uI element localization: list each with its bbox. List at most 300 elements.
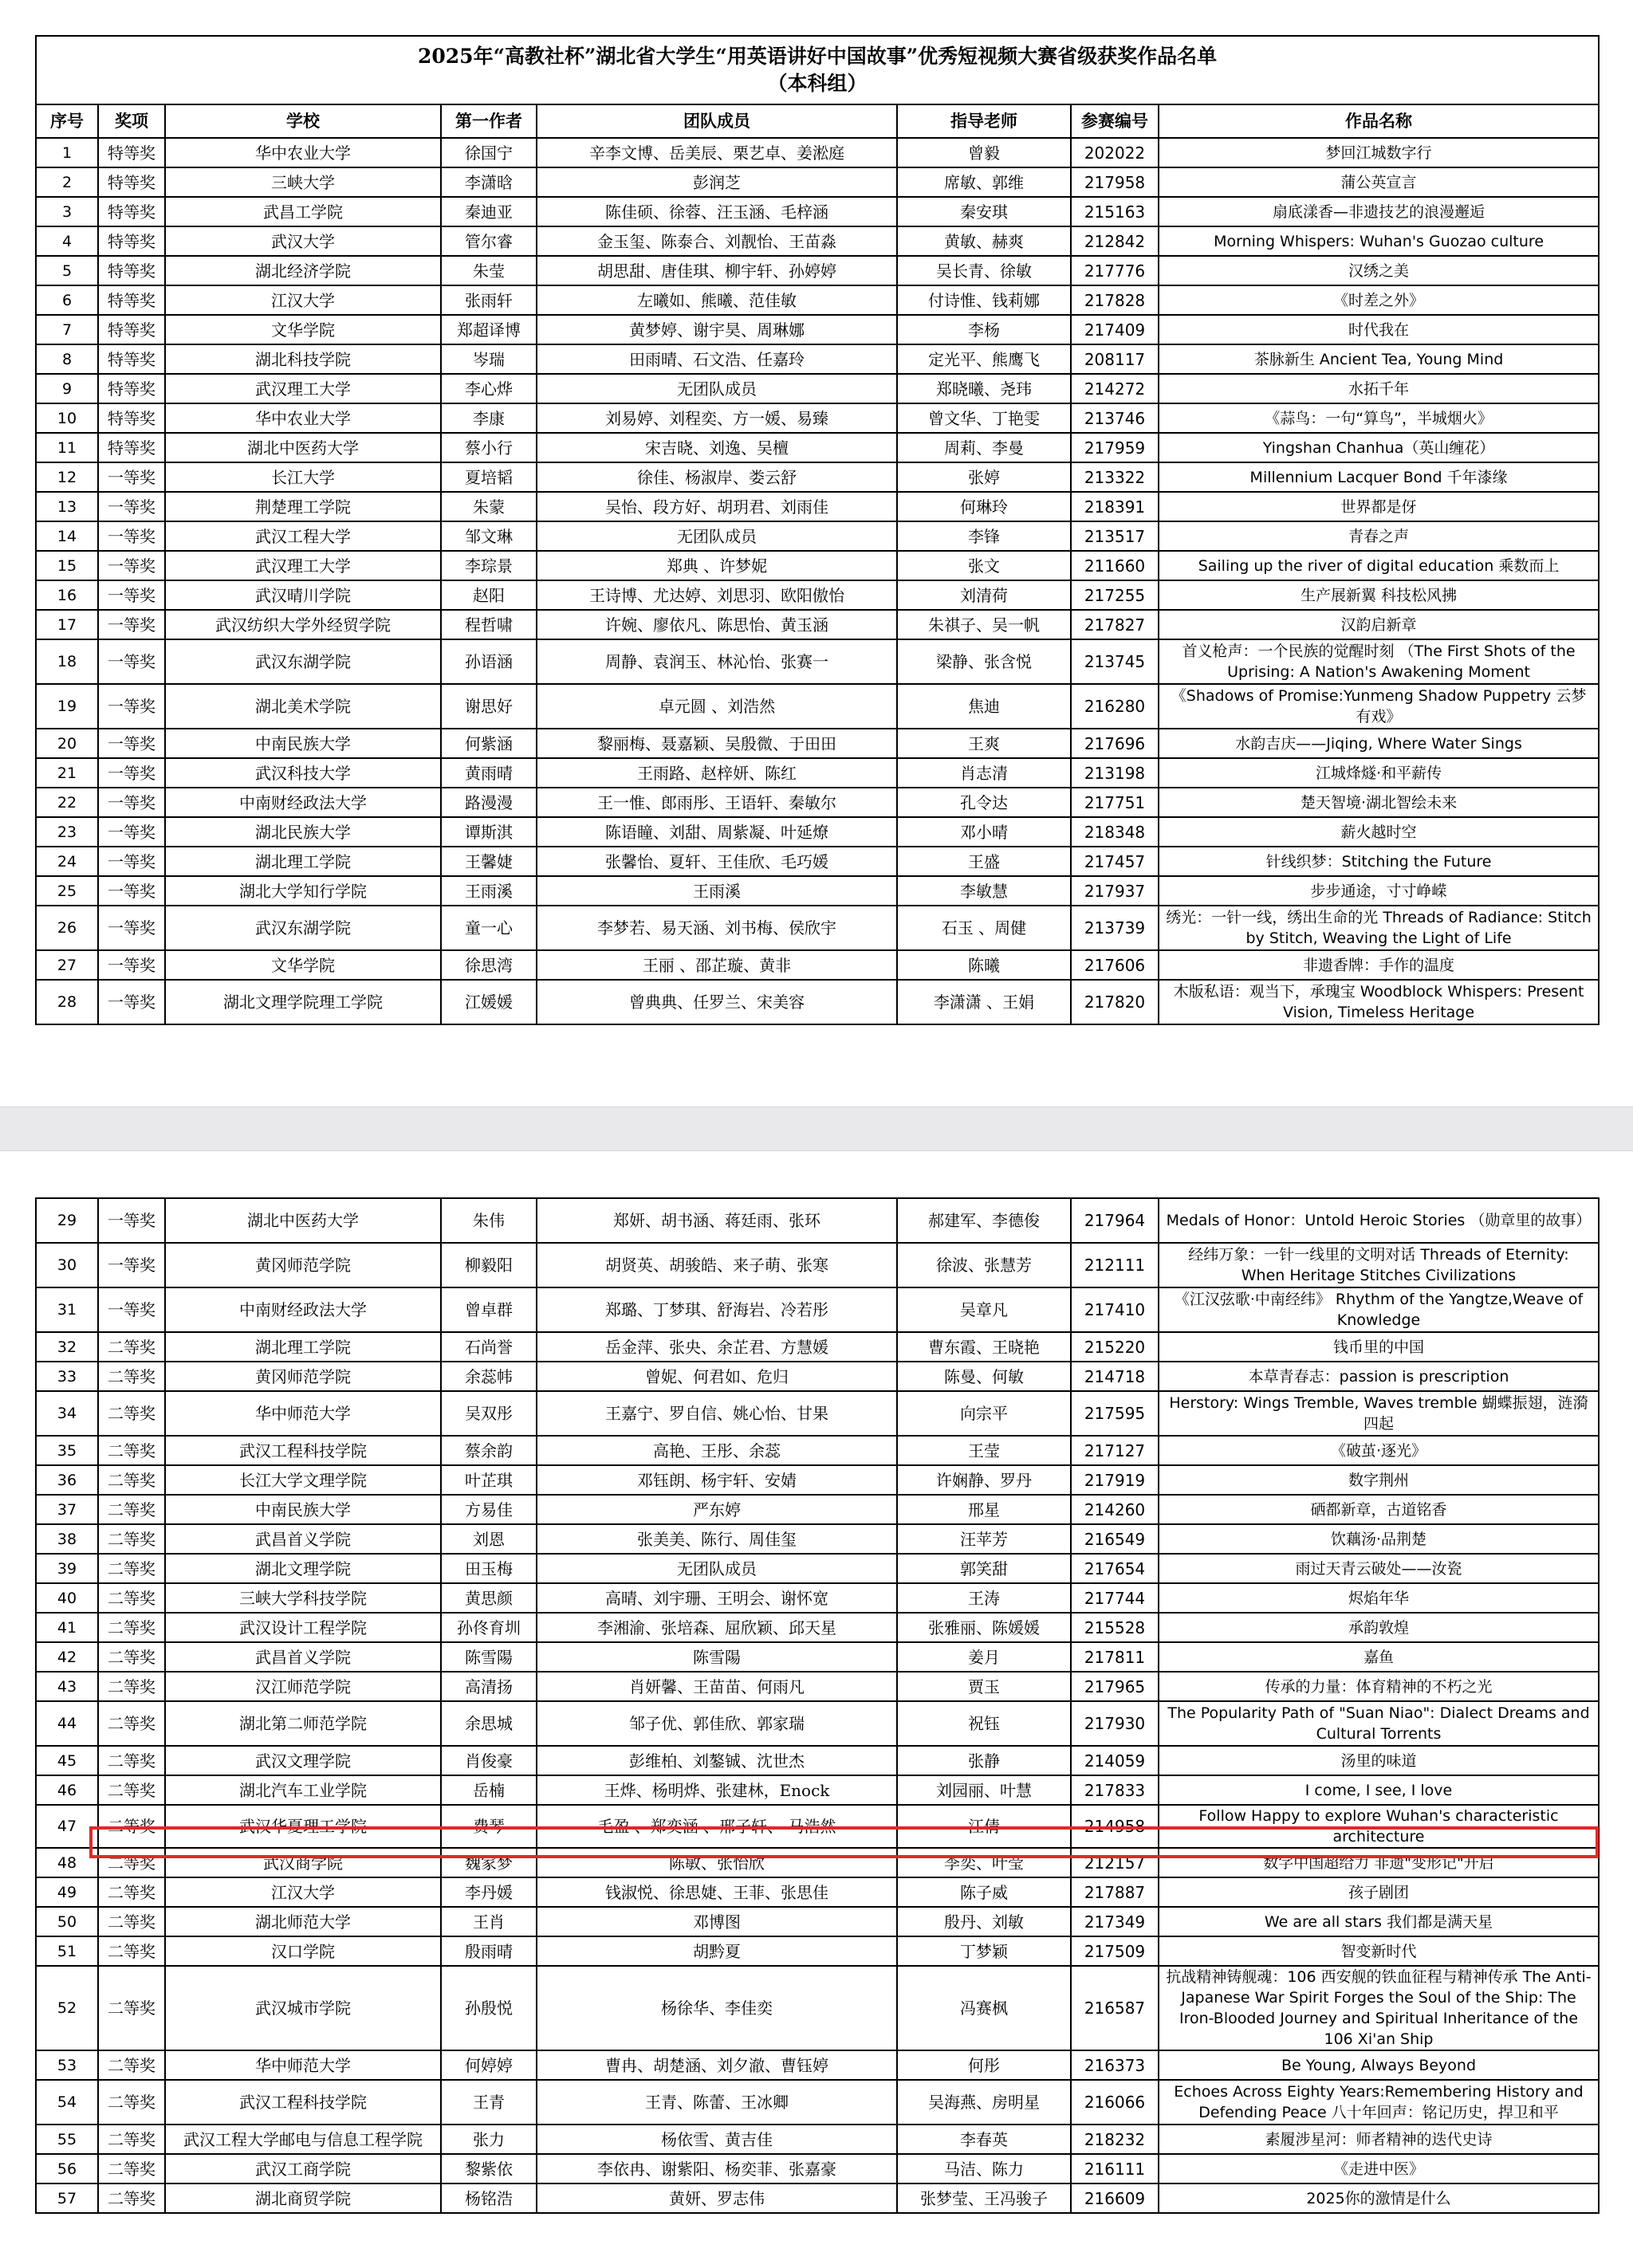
cell-title: 承韵敦煌 [1159,1613,1599,1642]
title-row [36,36,1599,104]
cell-code: 217833 [1071,1775,1159,1805]
cell-code: 215163 [1071,197,1159,226]
cell-team: 吴怡、段方好、胡玥君、刘雨佳 [537,492,897,521]
cell-award: 一等奖 [98,492,165,521]
cell-no: 18 [36,639,98,684]
cell-team: 田雨晴、石文浩、任嘉玲 [537,344,897,374]
cell-code: 217930 [1071,1701,1159,1746]
cell-team: 王一惟、郎雨彤、王语轩、秦敏尔 [537,788,897,817]
cell-no: 56 [36,2154,98,2183]
cell-title: 钱币里的中国 [1159,1332,1599,1362]
cell-no: 41 [36,1613,98,1642]
awards-table-page-2 [35,1197,1600,2214]
table-row [36,1332,1599,1362]
cell-team: 王诗博、尤达婷、刘思羽、欧阳傲怡 [537,580,897,610]
cell-school: 湖北科技学院 [165,344,441,374]
cell-team: 张美美、陈行、周佳玺 [537,1524,897,1554]
cell-author: 肖俊豪 [441,1746,537,1775]
cell-code: 217751 [1071,788,1159,817]
cell-author: 岑瑞 [441,344,537,374]
cell-advisor: 张婷 [897,462,1071,492]
cell-title: 本草青春志：passion is prescription [1159,1362,1599,1391]
cell-title: 《蒜鸟：一句“算鸟”，半城烟火》 [1159,403,1599,433]
cell-title: 智变新时代 [1159,1936,1599,1966]
cell-advisor: 许娴静、罗丹 [897,1465,1071,1495]
cell-title: 抗战精神铸舰魂：106 西安舰的铁血征程与精神传承 The Anti-Japanese War Spirit Forges the Soul of the Ship: The Iron-Blooded Journey and Spiritual Inheritance of the 106 Xi'an Ship [1159,1966,1599,2050]
table-row [36,1391,1599,1436]
cell-author: 刘恩 [441,1524,537,1554]
cell-code: 216609 [1071,2183,1159,2213]
cell-no: 11 [36,433,98,462]
table-row [36,817,1599,847]
cell-school: 黄冈师范学院 [165,1243,441,1287]
cell-code: 213739 [1071,906,1159,950]
cell-advisor: 丁梦颖 [897,1936,1071,1966]
cell-code: 212842 [1071,226,1159,256]
cell-school: 武汉工程科技学院 [165,1436,441,1465]
cell-school: 湖北理工学院 [165,847,441,876]
cell-team: 王雨路、赵梓妍、陈红 [537,758,897,788]
table-row [36,1746,1599,1775]
cell-no: 36 [36,1465,98,1495]
cell-team: 肖妍馨、王苗苗、何雨凡 [537,1672,897,1701]
cell-author: 管尔睿 [441,226,537,256]
cell-no: 13 [36,492,98,521]
cell-advisor: 吴长青、徐敏 [897,256,1071,285]
cell-author: 谢思好 [441,684,537,729]
cell-team: 邓博图 [537,1907,897,1936]
table-row [36,1966,1599,2050]
cell-school: 武汉工程大学邮电与信息工程学院 [165,2125,441,2154]
cell-team: 郑典 、许梦妮 [537,551,897,580]
table-row [36,1198,1599,1243]
cell-code: 217654 [1071,1554,1159,1583]
cell-school: 三峡大学 [165,167,441,197]
cell-team: 高晴、刘宇珊、王明会、谢怀宽 [537,1583,897,1613]
cell-school: 武汉晴川学院 [165,580,441,610]
cell-team: 毛盈 、郑奕涵 、邢子轩、 马浩然 [537,1805,897,1848]
cell-code: 215220 [1071,1332,1159,1362]
cell-team: 钱淑悦、徐思婕、王菲、张思佳 [537,1877,897,1907]
cell-school: 湖北大学知行学院 [165,876,441,906]
cell-team: 卓元圆 、刘浩然 [537,684,897,729]
cell-school: 华中师范大学 [165,1391,441,1436]
cell-award: 特等奖 [98,344,165,374]
cell-author: 柳毅阳 [441,1243,537,1287]
cell-code: 218348 [1071,817,1159,847]
cell-code: 212111 [1071,1243,1159,1287]
cell-author: 蔡小行 [441,433,537,462]
cell-title: 《走进中医》 [1159,2154,1599,2183]
table-row [36,1877,1599,1907]
cell-advisor: 张梦莹、王冯骏子 [897,2183,1071,2213]
cell-advisor: 徐波、张慧芳 [897,1243,1071,1287]
cell-author: 朱伟 [441,1198,537,1243]
cell-author: 赵阳 [441,580,537,610]
cell-award: 特等奖 [98,138,165,167]
cell-school: 武汉东湖学院 [165,906,441,950]
cell-advisor: 李杨 [897,315,1071,344]
cell-title: Herstory: Wings Tremble, Waves tremble 蝴蝶振翅，涟漪四起 [1159,1391,1599,1436]
cell-title: The Popularity Path of "Suan Niao": Dialect Dreams and Cultural Torrents [1159,1701,1599,1746]
cell-advisor: 马洁、陈力 [897,2154,1071,2183]
table-row [36,551,1599,580]
cell-no: 28 [36,980,98,1024]
cell-code: 213517 [1071,521,1159,551]
cell-no: 46 [36,1775,98,1805]
cell-school: 华中农业大学 [165,138,441,167]
cell-team: 严东婷 [537,1495,897,1524]
cell-award: 特等奖 [98,226,165,256]
cell-title: Millennium Lacquer Bond 千年漆缘 [1159,462,1599,492]
table-row [36,847,1599,876]
table-row [36,344,1599,374]
cell-school: 华中农业大学 [165,403,441,433]
table-row [36,197,1599,226]
table-row [36,2125,1599,2154]
cell-team: 黎丽梅、聂嘉颖、吴殷微、于田田 [537,729,897,758]
cell-team: 无团队成员 [537,374,897,403]
cell-school: 江汉大学 [165,1877,441,1907]
cell-title: 饮藕汤·品荆楚 [1159,1524,1599,1554]
table-row [36,462,1599,492]
cell-school: 湖北中医药大学 [165,1198,441,1243]
document-page-1 [0,0,1633,1107]
cell-no: 54 [36,2080,98,2125]
cell-school: 武汉城市学院 [165,1966,441,2050]
cell-advisor: 黄敏、赫爽 [897,226,1071,256]
cell-team: 王青、陈蕾、王冰卿 [537,2080,897,2125]
cell-code: 214958 [1071,1805,1159,1848]
cell-advisor: 陈曼、何敏 [897,1362,1071,1391]
cell-advisor: 付诗惟、钱莉娜 [897,285,1071,315]
cell-author: 李琮景 [441,551,537,580]
table-row [36,729,1599,758]
cell-no: 53 [36,2050,98,2080]
cell-author: 张雨轩 [441,285,537,315]
cell-code: 216373 [1071,2050,1159,2080]
cell-author: 孙佟育圳 [441,1613,537,1642]
header-author: 第一作者 [441,104,537,138]
cell-author: 李心烨 [441,374,537,403]
cell-award: 一等奖 [98,906,165,950]
cell-award: 一等奖 [98,521,165,551]
cell-award: 二等奖 [98,1775,165,1805]
cell-code: 217919 [1071,1465,1159,1495]
cell-no: 5 [36,256,98,285]
cell-author: 李潇晗 [441,167,537,197]
cell-code: 217776 [1071,256,1159,285]
cell-no: 44 [36,1701,98,1746]
cell-title: 步步通途，寸寸峥嵘 [1159,876,1599,906]
cell-team: 陈雪陽 [537,1642,897,1672]
cell-award: 一等奖 [98,980,165,1024]
cell-team: 刘易婷、刘程奕、方一媛、易臻 [537,403,897,433]
cell-code: 217606 [1071,950,1159,980]
cell-advisor: 朱祺子、吴一帆 [897,610,1071,639]
cell-school: 中南民族大学 [165,1495,441,1524]
cell-advisor: 李敏慧 [897,876,1071,906]
cell-title: Yingshan Chanhua（英山缠花） [1159,433,1599,462]
cell-author: 李康 [441,403,537,433]
cell-no: 21 [36,758,98,788]
cell-title: I come, I see, I love [1159,1775,1599,1805]
cell-team: 高艳、王彤、余蕊 [537,1436,897,1465]
cell-author: 徐国宁 [441,138,537,167]
cell-no: 51 [36,1936,98,1966]
cell-no: 49 [36,1877,98,1907]
cell-author: 殷雨晴 [441,1936,537,1966]
cell-no: 14 [36,521,98,551]
table-row [36,876,1599,906]
cell-school: 湖北文理学院理工学院 [165,980,441,1024]
cell-school: 湖北民族大学 [165,817,441,847]
cell-no: 23 [36,817,98,847]
cell-team: 郑妍、胡书涵、蒋廷雨、张环 [537,1198,897,1243]
cell-advisor: 张雅丽、陈媛媛 [897,1613,1071,1642]
cell-code: 217887 [1071,1877,1159,1907]
cell-team: 李湘渝、张培森、屈欣颖、邱天星 [537,1613,897,1642]
cell-code: 217744 [1071,1583,1159,1613]
cell-code: 216280 [1071,684,1159,729]
table-row [36,1805,1599,1848]
cell-title: Echoes Across Eighty Years:Remembering History and Defending Peace 八十年回声：铭记历史，捍卫和平 [1159,2080,1599,2125]
document-title [36,36,1599,104]
cell-advisor: 江倩 [897,1805,1071,1848]
cell-title: 水拓千年 [1159,374,1599,403]
cell-advisor: 秦安琪 [897,197,1071,226]
cell-award: 特等奖 [98,315,165,344]
cell-team: 王嘉宁、罗自信、姚心怡、甘果 [537,1391,897,1436]
cell-award: 二等奖 [98,2050,165,2080]
table-row [36,521,1599,551]
cell-code: 214272 [1071,374,1159,403]
cell-team: 曹冉、胡楚涵、刘夕澈、曹钰婷 [537,2050,897,2080]
cell-no: 22 [36,788,98,817]
cell-award: 二等奖 [98,1465,165,1495]
cell-no: 27 [36,950,98,980]
cell-school: 湖北理工学院 [165,1332,441,1362]
cell-school: 长江大学 [165,462,441,492]
cell-no: 25 [36,876,98,906]
cell-title: 江城烽燧·和平薪传 [1159,758,1599,788]
cell-author: 叶芷琪 [441,1465,537,1495]
cell-author: 黎紫依 [441,2154,537,2183]
cell-school: 武汉东湖学院 [165,639,441,684]
cell-title: Follow Happy to explore Wuhan's characteristic architecture [1159,1805,1599,1848]
cell-author: 杨铭浩 [441,2183,537,2213]
cell-author: 童一心 [441,906,537,950]
cell-team: 杨徐华、李佳奕 [537,1966,897,2050]
cell-title: Medals of Honor：Untold Heroic Stories （勋章里的故事） [1159,1198,1599,1243]
table-row [36,1436,1599,1465]
cell-author: 何婷婷 [441,2050,537,2080]
cell-code: 214718 [1071,1362,1159,1391]
cell-author: 程哲啸 [441,610,537,639]
cell-advisor: 姜月 [897,1642,1071,1672]
cell-no: 35 [36,1436,98,1465]
cell-award: 特等奖 [98,256,165,285]
cell-title: We are all stars 我们都是满天星 [1159,1907,1599,1936]
cell-award: 二等奖 [98,2080,165,2125]
cell-team: 陈敏、张怡欣 [537,1848,897,1877]
cell-advisor: 王盛 [897,847,1071,876]
cell-school: 武汉文理学院 [165,1746,441,1775]
table-row [36,758,1599,788]
cell-title: 针线织梦：Stitching the Future [1159,847,1599,876]
header-no: 序号 [36,104,98,138]
cell-advisor: 王爽 [897,729,1071,758]
cell-no: 45 [36,1746,98,1775]
cell-school: 武昌首义学院 [165,1524,441,1554]
cell-school: 汉江师范学院 [165,1672,441,1701]
cell-award: 一等奖 [98,817,165,847]
cell-advisor: 张静 [897,1746,1071,1775]
cell-code: 217349 [1071,1907,1159,1936]
cell-advisor: 刘清荷 [897,580,1071,610]
cell-author: 邹文琳 [441,521,537,551]
cell-author: 黄思颜 [441,1583,537,1613]
cell-no: 16 [36,580,98,610]
cell-advisor: 何琳玲 [897,492,1071,521]
cell-school: 中南民族大学 [165,729,441,758]
cell-no: 20 [36,729,98,758]
cell-no: 37 [36,1495,98,1524]
cell-team: 郑璐、丁梦琪、舒海岩、冷若彤 [537,1287,897,1332]
cell-code: 218232 [1071,2125,1159,2154]
cell-no: 40 [36,1583,98,1613]
title-line-2: （本科组） [767,72,868,95]
cell-team: 邓钰朗、杨宇轩、安婧 [537,1465,897,1495]
cell-code: 217509 [1071,1936,1159,1966]
cell-award: 一等奖 [98,684,165,729]
cell-no: 47 [36,1805,98,1848]
table-row [36,226,1599,256]
cell-author: 朱莹 [441,256,537,285]
cell-code: 211660 [1071,551,1159,580]
cell-school: 湖北第二师范学院 [165,1701,441,1746]
cell-school: 武昌工学院 [165,197,441,226]
cell-title: 扇底漾香—非遗技艺的浪漫邂逅 [1159,197,1599,226]
table-row [36,403,1599,433]
cell-author: 夏培韬 [441,462,537,492]
cell-school: 湖北经济学院 [165,256,441,285]
cell-no: 9 [36,374,98,403]
cell-title: 绣光：一针一线，绣出生命的光 Threads of Radiance: Stitch by Stitch, Weaving the Light of Life [1159,906,1599,950]
cell-author: 吴双彤 [441,1391,537,1436]
cell-team: 辛李文博、岳美辰、栗艺卓、姜淞庭 [537,138,897,167]
cell-team: 李梦若、易天涵、刘书梅、侯欣宇 [537,906,897,950]
table-row [36,1554,1599,1583]
table-row [36,492,1599,521]
cell-title: 青春之声 [1159,521,1599,551]
cell-advisor: 席敏、郭维 [897,167,1071,197]
table-row [36,1848,1599,1877]
cell-award: 一等奖 [98,551,165,580]
cell-code: 217811 [1071,1642,1159,1672]
cell-award: 二等奖 [98,1436,165,1465]
cell-award: 二等奖 [98,1332,165,1362]
cell-code: 208117 [1071,344,1159,374]
cell-team: 黄妍、罗志伟 [537,2183,897,2213]
cell-team: 左曦如、熊曦、范佳敏 [537,285,897,315]
cell-author: 王肖 [441,1907,537,1936]
table-row [36,684,1599,729]
cell-school: 湖北中医药大学 [165,433,441,462]
cell-author: 陈雪陽 [441,1642,537,1672]
table-row [36,1583,1599,1613]
cell-advisor: 王莹 [897,1436,1071,1465]
cell-advisor: 郝建军、李德俊 [897,1198,1071,1243]
cell-author: 余蕊帏 [441,1362,537,1391]
title-line-1: 2025年“高教社杯”湖北省大学生“用英语讲好中国故事”优秀短视频大赛省级获奖作品名单 [418,45,1218,68]
table-row [36,1701,1599,1746]
cell-no: 24 [36,847,98,876]
cell-title: Sailing up the river of digital education 乘数而上 [1159,551,1599,580]
cell-team: 王雨溪 [537,876,897,906]
cell-award: 一等奖 [98,1287,165,1332]
cell-title: 硒都新章，古道铭香 [1159,1495,1599,1524]
cell-award: 二等奖 [98,1362,165,1391]
cell-award: 一等奖 [98,729,165,758]
cell-school: 武汉工程科技学院 [165,2080,441,2125]
cell-team: 黄梦婷、谢宇昊、周琳娜 [537,315,897,344]
cell-author: 费琴 [441,1805,537,1848]
cell-advisor: 曾文华、丁艳雯 [897,403,1071,433]
cell-school: 武汉大学 [165,226,441,256]
cell-no: 6 [36,285,98,315]
table-row [36,1243,1599,1287]
cell-title: Morning Whispers: Wuhan's Guozao culture [1159,226,1599,256]
cell-title: 蒲公英宣言 [1159,167,1599,197]
cell-no: 10 [36,403,98,433]
header-team: 团队成员 [537,104,897,138]
cell-title: 薪火越时空 [1159,817,1599,847]
cell-code: 216111 [1071,2154,1159,2183]
table-row [36,950,1599,980]
cell-award: 特等奖 [98,433,165,462]
cell-award: 二等奖 [98,1746,165,1775]
cell-code: 214059 [1071,1746,1159,1775]
cell-award: 一等奖 [98,639,165,684]
cell-award: 一等奖 [98,1198,165,1243]
cell-advisor: 贾玉 [897,1672,1071,1701]
cell-title: 素履涉星河：师者精神的迭代史诗 [1159,2125,1599,2154]
table-row [36,788,1599,817]
cell-author: 王青 [441,2080,537,2125]
cell-no: 2 [36,167,98,197]
header-code: 参赛编号 [1071,104,1159,138]
cell-no: 1 [36,138,98,167]
cell-code: 217937 [1071,876,1159,906]
cell-title: 数字中国超给力 非遗"变形记"开启 [1159,1848,1599,1877]
cell-no: 4 [36,226,98,256]
cell-school: 江汉大学 [165,285,441,315]
cell-advisor: 李奕、叶莹 [897,1848,1071,1877]
cell-school: 武汉华夏理工学院 [165,1805,441,1848]
table-row [36,285,1599,315]
table-row [36,433,1599,462]
cell-school: 湖北汽车工业学院 [165,1775,441,1805]
cell-award: 一等奖 [98,847,165,876]
cell-team: 邹子优、郭佳欣、郭家瑞 [537,1701,897,1746]
cell-no: 57 [36,2183,98,2213]
cell-author: 王雨溪 [441,876,537,906]
cell-team: 周静、袁润玉、林沁怡、张赛一 [537,639,897,684]
cell-advisor: 曹东霞、王晓艳 [897,1332,1071,1362]
cell-award: 特等奖 [98,167,165,197]
cell-school: 武昌首义学院 [165,1642,441,1672]
